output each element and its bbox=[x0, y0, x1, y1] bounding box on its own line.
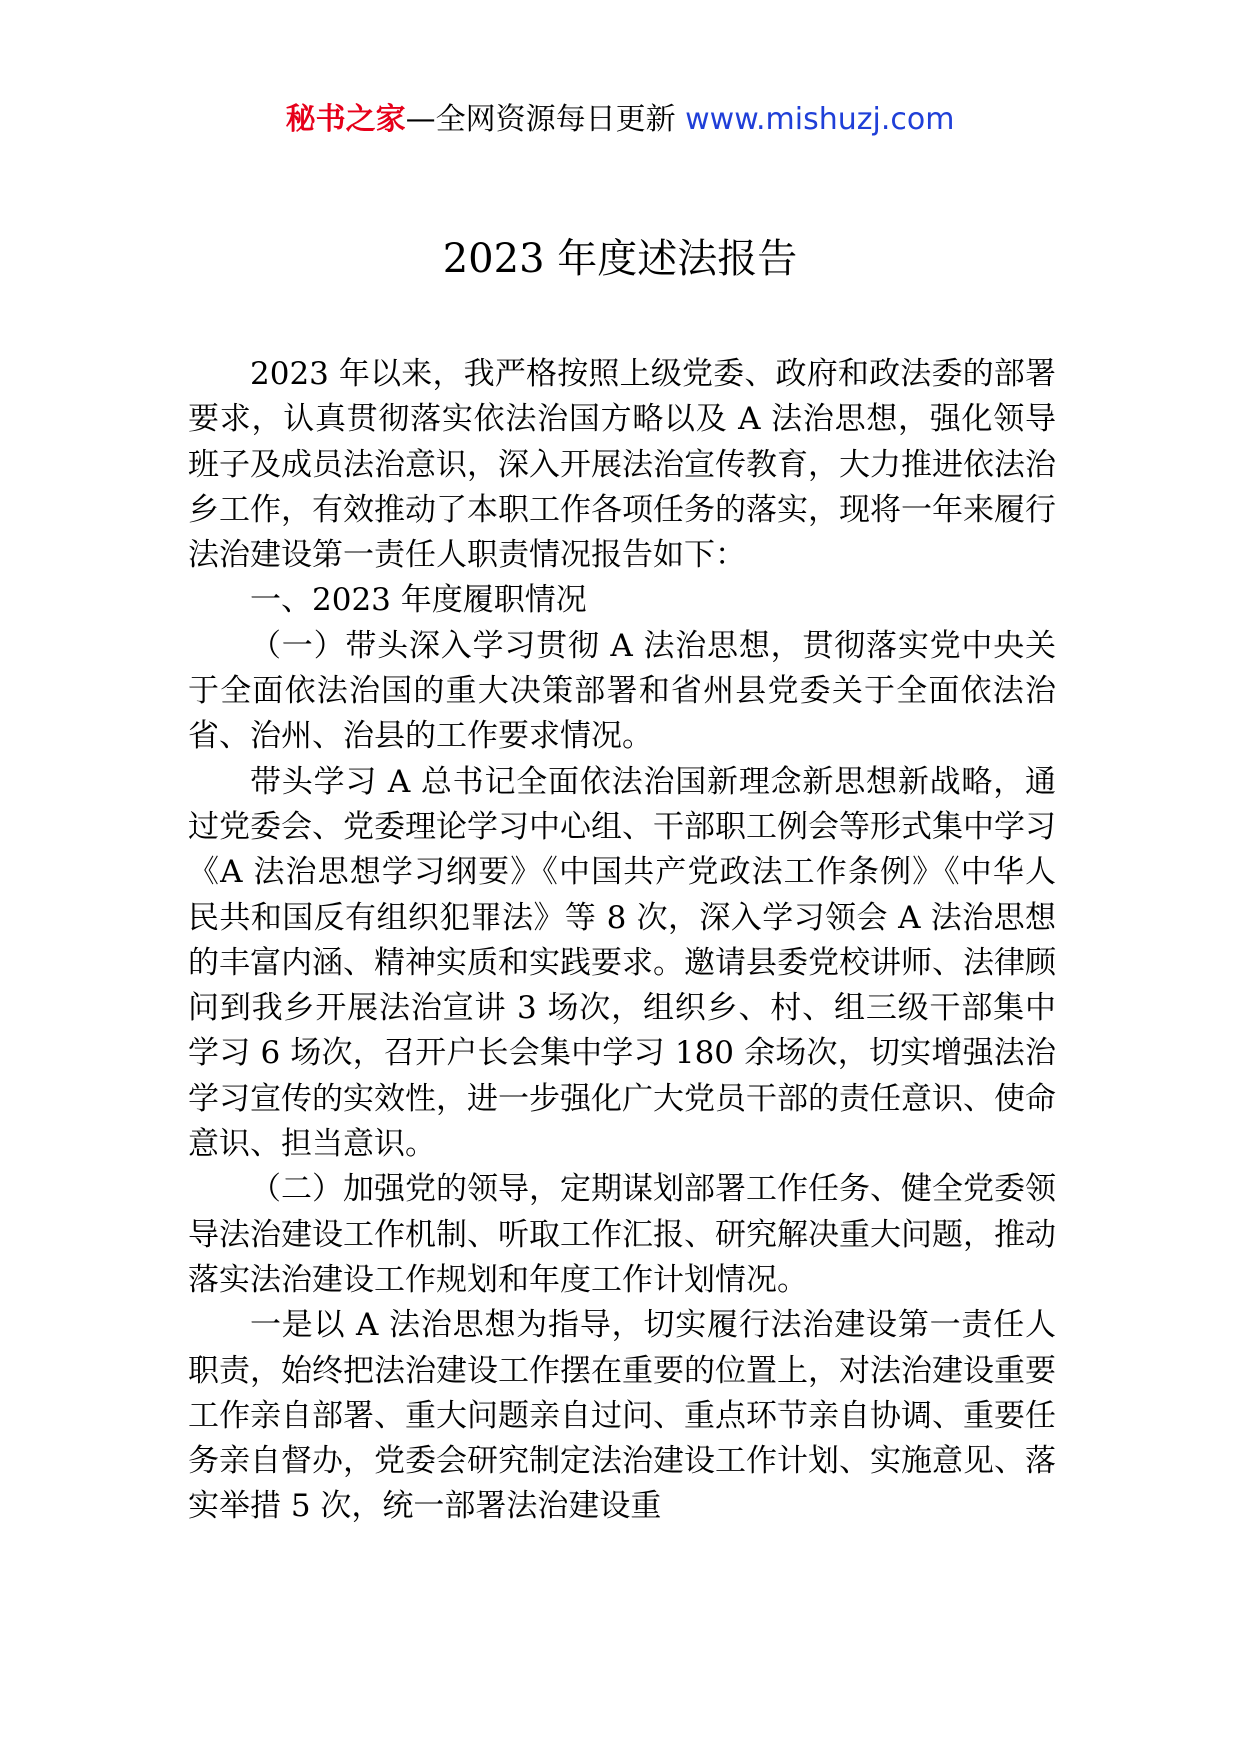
subsection-heading-2: （二）加强党的领导，定期谋划部署工作任务、健全党委领导法治建设工作机制、听取工作汇报、研究解决重大问题，推动落实法治建设工作规划和年度工作计划情况。 bbox=[188, 1171, 1056, 1298]
subsection-heading-1: （一）带头深入学习贯彻 A 法治思想，贯彻落实党中央关于全面依法治国的重大决策部署和省州县党委关于全面依法治省、治州、治县的工作要求情况。 bbox=[188, 627, 1056, 755]
document-body bbox=[188, 352, 1056, 1530]
website-link[interactable]: www.mishuzj.com bbox=[685, 102, 955, 137]
site-banner bbox=[0, 100, 1240, 140]
brand-name: 秘书之家 bbox=[285, 102, 406, 137]
banner-tagline: —全网资源每日更新 bbox=[405, 102, 686, 137]
section-heading: 一、2023 年度履职情况 bbox=[250, 582, 587, 619]
body-paragraph: 带头学习 A 总书记全面依法治国新理念新思想新战略，通过党委会、党委理论学习中心组、干部职工例会等形式集中学习《A 法治思想学习纲要》《中国共产党政法工作条例》《中华人民共和国反有组织犯罪法》等 8 次，深入学习领会 A 法治思想的丰富内涵、精神实质和实践要求。邀请县委党校讲师、法律顾问到我乡开展法治宣讲 3 场次，组织乡、村、组三级干部集中学习 6 场次，召开户长会集中学习 180 余场次，切实增强法治学习宣传的实效性，进一步强化广大党员干部的责任意识、使命意识、担当意识。 bbox=[188, 763, 1056, 1163]
intro-paragraph: 2023 年以来，我严格按照上级党委、政府和政法委的部署要求，认真贯彻落实依法治国方略以及 A 法治思想，强化领导班子及成员法治意识，深入开展法治宣传教育，大力推进依法治乡工作，有效推动了本职工作各项任务的落实，现将一年来履行法治建设第一责任人职责情况报告如下： bbox=[188, 356, 1056, 574]
body-paragraph: 一是以 A 法治思想为指导，切实履行法治建设第一责任人职责，始终把法治建设工作摆在重要的位置上，对法治建设重要工作亲自部署、重大问题亲自过问、重点环节亲自协调、重要任务亲自督办，党委会研究制定法治建设工作计划、实施意见、落实举措 5 次，统一部署法治建设重 bbox=[188, 1307, 1056, 1525]
document-title: 2023 年度述法报告 bbox=[442, 236, 798, 282]
